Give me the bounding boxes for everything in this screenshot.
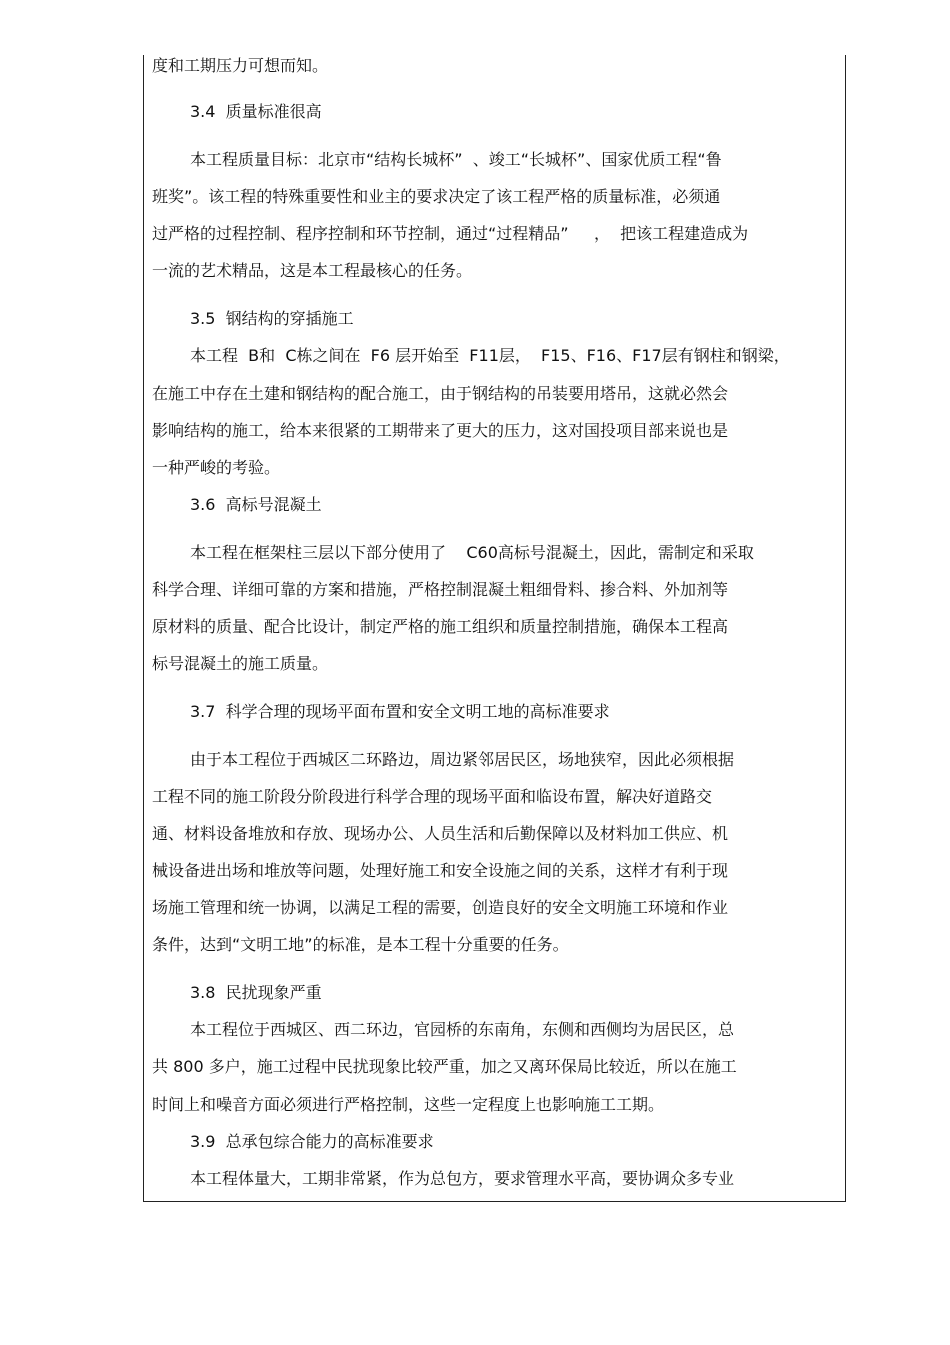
text-line: 影响结构的施工，给本来很紧的工期带来了更大的压力，这对国投项目部来说也是	[152, 421, 729, 440]
section-heading: 3.5 钢结构的穿插施工	[190, 309, 354, 328]
section-heading: 3.8 民扰现象严重	[190, 983, 322, 1002]
text-line: 过严格的过程控制、程序控制和环节控制，通过“过程精品” ， 把该工程建造成为	[152, 224, 749, 243]
section-heading: 3.7 科学合理的现场平面布置和安全文明工地的高标准要求	[190, 702, 610, 721]
text-line: 工程不同的施工阶段分阶段进行科学合理的现场平面和临设布置，解决好道路交	[152, 787, 713, 806]
section-heading: 3.9 总承包综合能力的高标准要求	[190, 1132, 434, 1151]
section-heading: 3.4 质量标准很高	[190, 102, 322, 121]
text-line: 场施工管理和统一协调，以满足工程的需要，创造良好的安全文明施工环境和作业	[152, 898, 729, 917]
text-line: 科学合理、详细可靠的方案和措施，严格控制混凝土粗细骨料、掺合料、外加剂等	[152, 580, 729, 599]
text-line: 本工程位于西城区、西二环边，官园桥的东南角，东侧和西侧均为居民区，总	[190, 1020, 735, 1039]
text-line: 标号混凝土的施工质量。	[152, 654, 329, 673]
text-line: 原材料的质量、配合比设计，制定严格的施工组织和质量控制措施，确保本工程高	[152, 617, 729, 636]
text-line: 本工程质量目标：北京市“结构长城杯” 、竣工“长城杯”、国家优质工程“鲁	[190, 150, 722, 169]
text-line: 本工程在框架柱三层以下部分使用了 C60高标号混凝土，因此，需制定和采取	[190, 543, 754, 562]
text-line: 班奖”。该工程的特殊重要性和业主的要求决定了该工程严格的质量标准，必须通	[152, 187, 721, 206]
text-line: 本工程 B和 C栋之间在 F6 层开始至 F11层， F15、F16、F17层有钢柱和钢梁，	[190, 346, 790, 365]
text-line: 通、材料设备堆放和存放、现场办公、人员生活和后勤保障以及材料加工供应、机	[152, 824, 729, 843]
text-line: 械设备进出场和堆放等问题，处理好施工和安全设施之间的关系，这样才有利于现	[152, 861, 729, 880]
text-line: 由于本工程位于西城区二环路边，周边紧邻居民区，场地狭窄，因此必须根据	[190, 750, 735, 769]
text-line: 在施工中存在土建和钢结构的配合施工，由于钢结构的吊装要用塔吊，这就必然会	[152, 384, 729, 403]
text-line: 时间上和噪音方面必须进行严格控制，这些一定程度上也影响施工工期。	[152, 1095, 665, 1114]
text-line: 共 800 多户，施工过程中民扰现象比较严重，加之又离环保局比较近，所以在施工	[152, 1057, 737, 1076]
text-line: 一流的艺术精品，这是本工程最核心的任务。	[152, 261, 473, 280]
text-line: 一种严峻的考验。	[152, 458, 281, 477]
text-line: 条件，达到“文明工地”的标准，是本工程十分重要的任务。	[152, 935, 569, 954]
text-line: 度和工期压力可想而知。	[152, 56, 329, 75]
section-heading: 3.6 高标号混凝土	[190, 495, 322, 514]
text-line: 本工程体量大，工期非常紧，作为总包方，要求管理水平高，要协调众多专业	[190, 1169, 735, 1188]
